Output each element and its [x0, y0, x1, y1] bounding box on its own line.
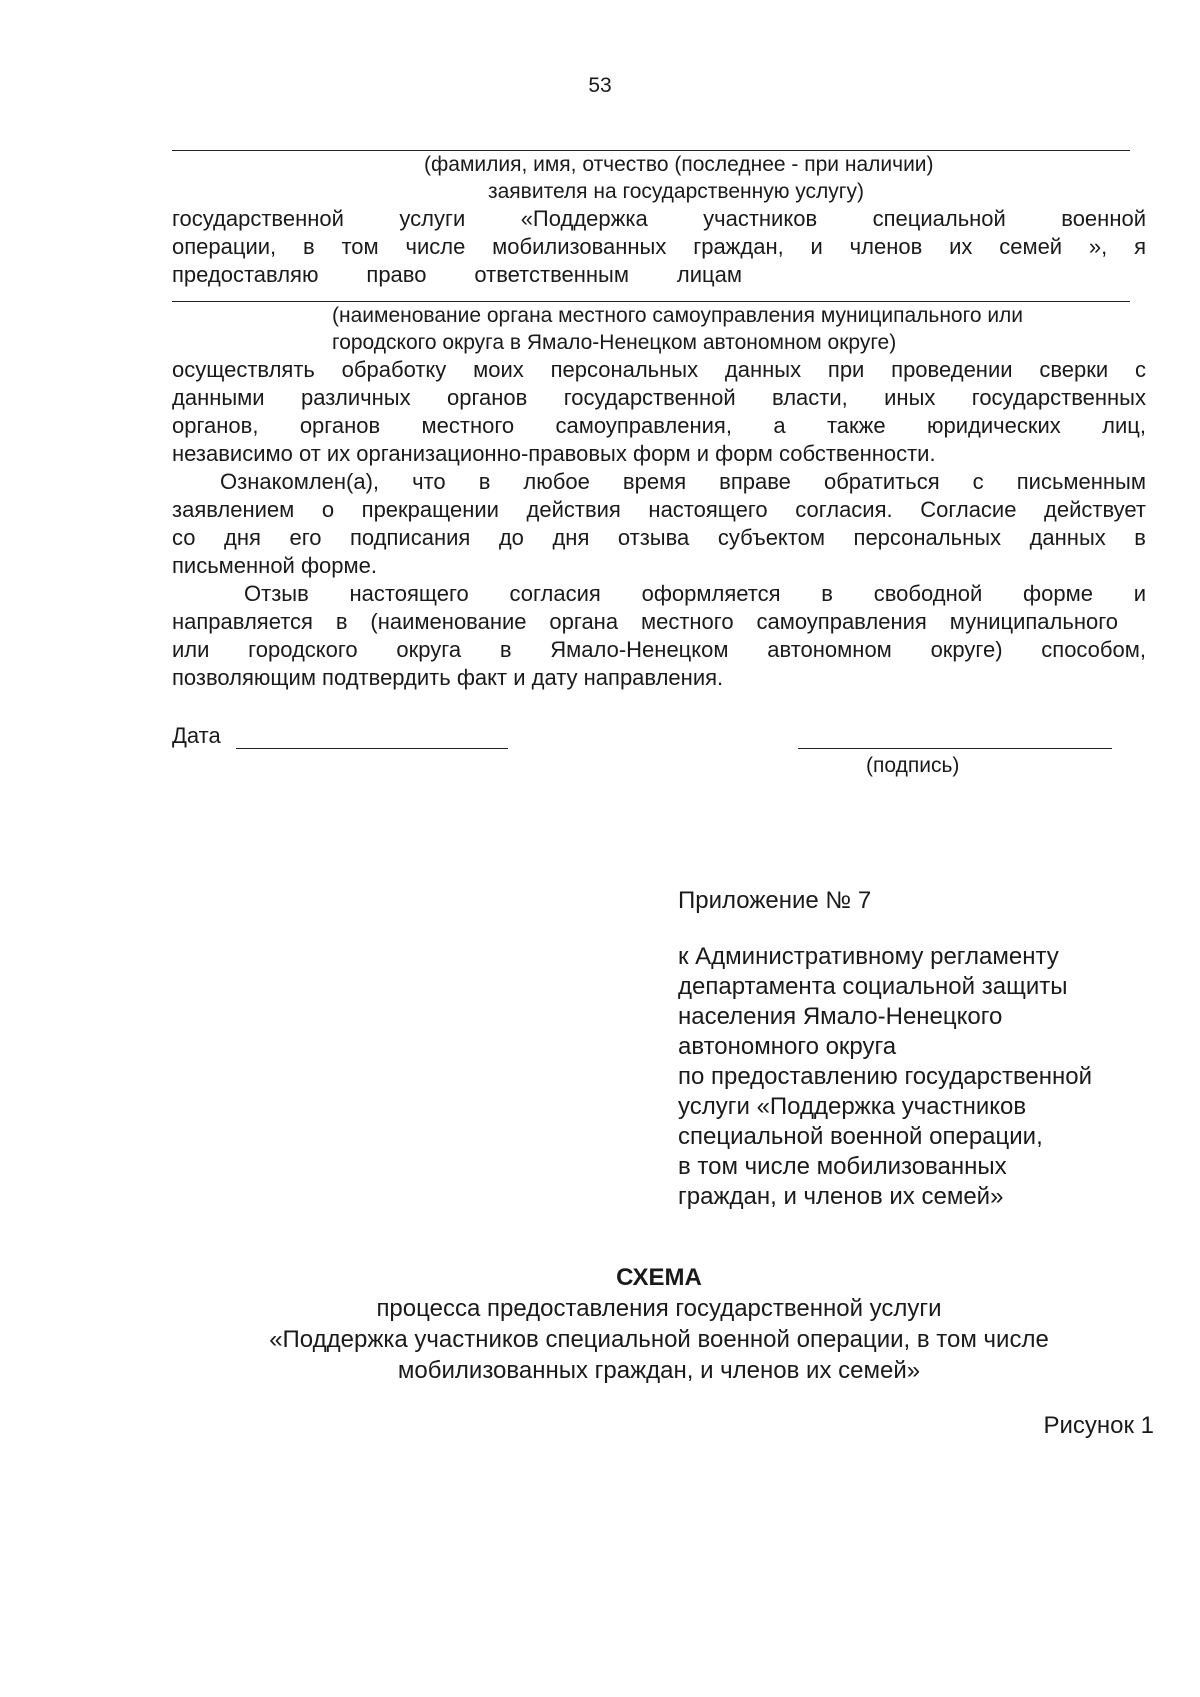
consent-form [172, 150, 1146, 782]
text-line: письменной форме. [172, 553, 378, 578]
consent-paragraph-withdrawal [172, 580, 1146, 692]
signature-row [172, 722, 1146, 782]
text-line: осуществлять обработку моих персональных данных при проведении сверки с [172, 357, 1146, 382]
appendix-line: специальной военной операции, [678, 1123, 1043, 1150]
scheme-subtitle-line: мобилизованных граждан, и членов их семей» [397, 1357, 921, 1384]
organization-caption-1: (наименование органа местного самоуправления муниципального или [332, 304, 1024, 327]
scheme-subtitle-line: процесса предоставления государственной услуги [376, 1295, 942, 1322]
appendix-block [678, 886, 1158, 1212]
organization-caption-2: городского округа в Ямало-Ненецком автономном округе) [332, 331, 897, 354]
text-line: или городского округа в Ямало-Ненецком автономном округе) способом, [172, 637, 1146, 662]
scheme-heading [172, 1262, 1146, 1386]
text-line: операции, в том числе мобилизованных граждан, и членов их семей », я [172, 234, 1146, 259]
signature-line [798, 748, 1112, 749]
appendix-line: автономного округа [678, 1033, 897, 1060]
text-line: Отзыв настоящего согласия оформляется в свободной форме и [244, 581, 1146, 606]
text-line: государственной услуги «Поддержка участников специальной военной [172, 206, 1146, 231]
text-line: органов, органов местного самоуправления, а также юридических лиц, [172, 413, 1146, 438]
text-line: независимо от их организационно-правовых форм и форм собственности. [172, 441, 936, 466]
appendix-line: граждан, и членов их семей» [678, 1183, 1004, 1210]
appendix-line: населения Ямало-Ненецкого [678, 1003, 1003, 1030]
page-number: 53 [588, 74, 612, 97]
text-line: Ознакомлен(а), что в любое время вправе обратиться с письменным [220, 469, 1146, 494]
appendix-line: департамента социальной защиты [678, 973, 1068, 1000]
appendix-line: в том числе мобилизованных [678, 1153, 1007, 1180]
consent-paragraph-acknowledgement [172, 468, 1146, 580]
text-line: позволяющим подтвердить факт и дату направления. [172, 665, 724, 690]
scheme-subtitle-line: «Поддержка участников специальной военной операции, в том числе [269, 1326, 1049, 1353]
signature-caption: (подпись) [866, 754, 960, 777]
text-line: со дня его подписания до дня отзыва субъектом персональных данных в [172, 525, 1146, 550]
scheme-title: СХЕМА [616, 1264, 702, 1291]
figure-label: Рисунок 1 [1043, 1412, 1154, 1439]
date-label: Дата [172, 723, 221, 748]
consent-paragraph-service [172, 205, 1146, 289]
appendix-title: Приложение № 7 [678, 887, 872, 914]
text-line: заявлением о прекращении действия настоящего согласия. Согласие действует [172, 497, 1146, 522]
appendix-line: услуги «Поддержка участников [678, 1093, 1027, 1120]
applicant-caption-2: заявителя на государственную услугу) [488, 180, 864, 203]
appendix-line: к Административному регламенту [678, 943, 1059, 970]
date-line [236, 748, 508, 749]
text-line: предоставляю право ответственным лицам [172, 262, 742, 287]
consent-paragraph-processing [172, 356, 1146, 468]
text-line: направляется в (наименование органа местного самоуправления муниципального [172, 609, 1118, 634]
appendix-line: по предоставлению государственной [678, 1063, 1093, 1090]
applicant-caption-1: (фамилия, имя, отчество (последнее - при наличии) [424, 153, 934, 176]
text-line: данными различных органов государственной власти, иных государственных [172, 385, 1146, 410]
